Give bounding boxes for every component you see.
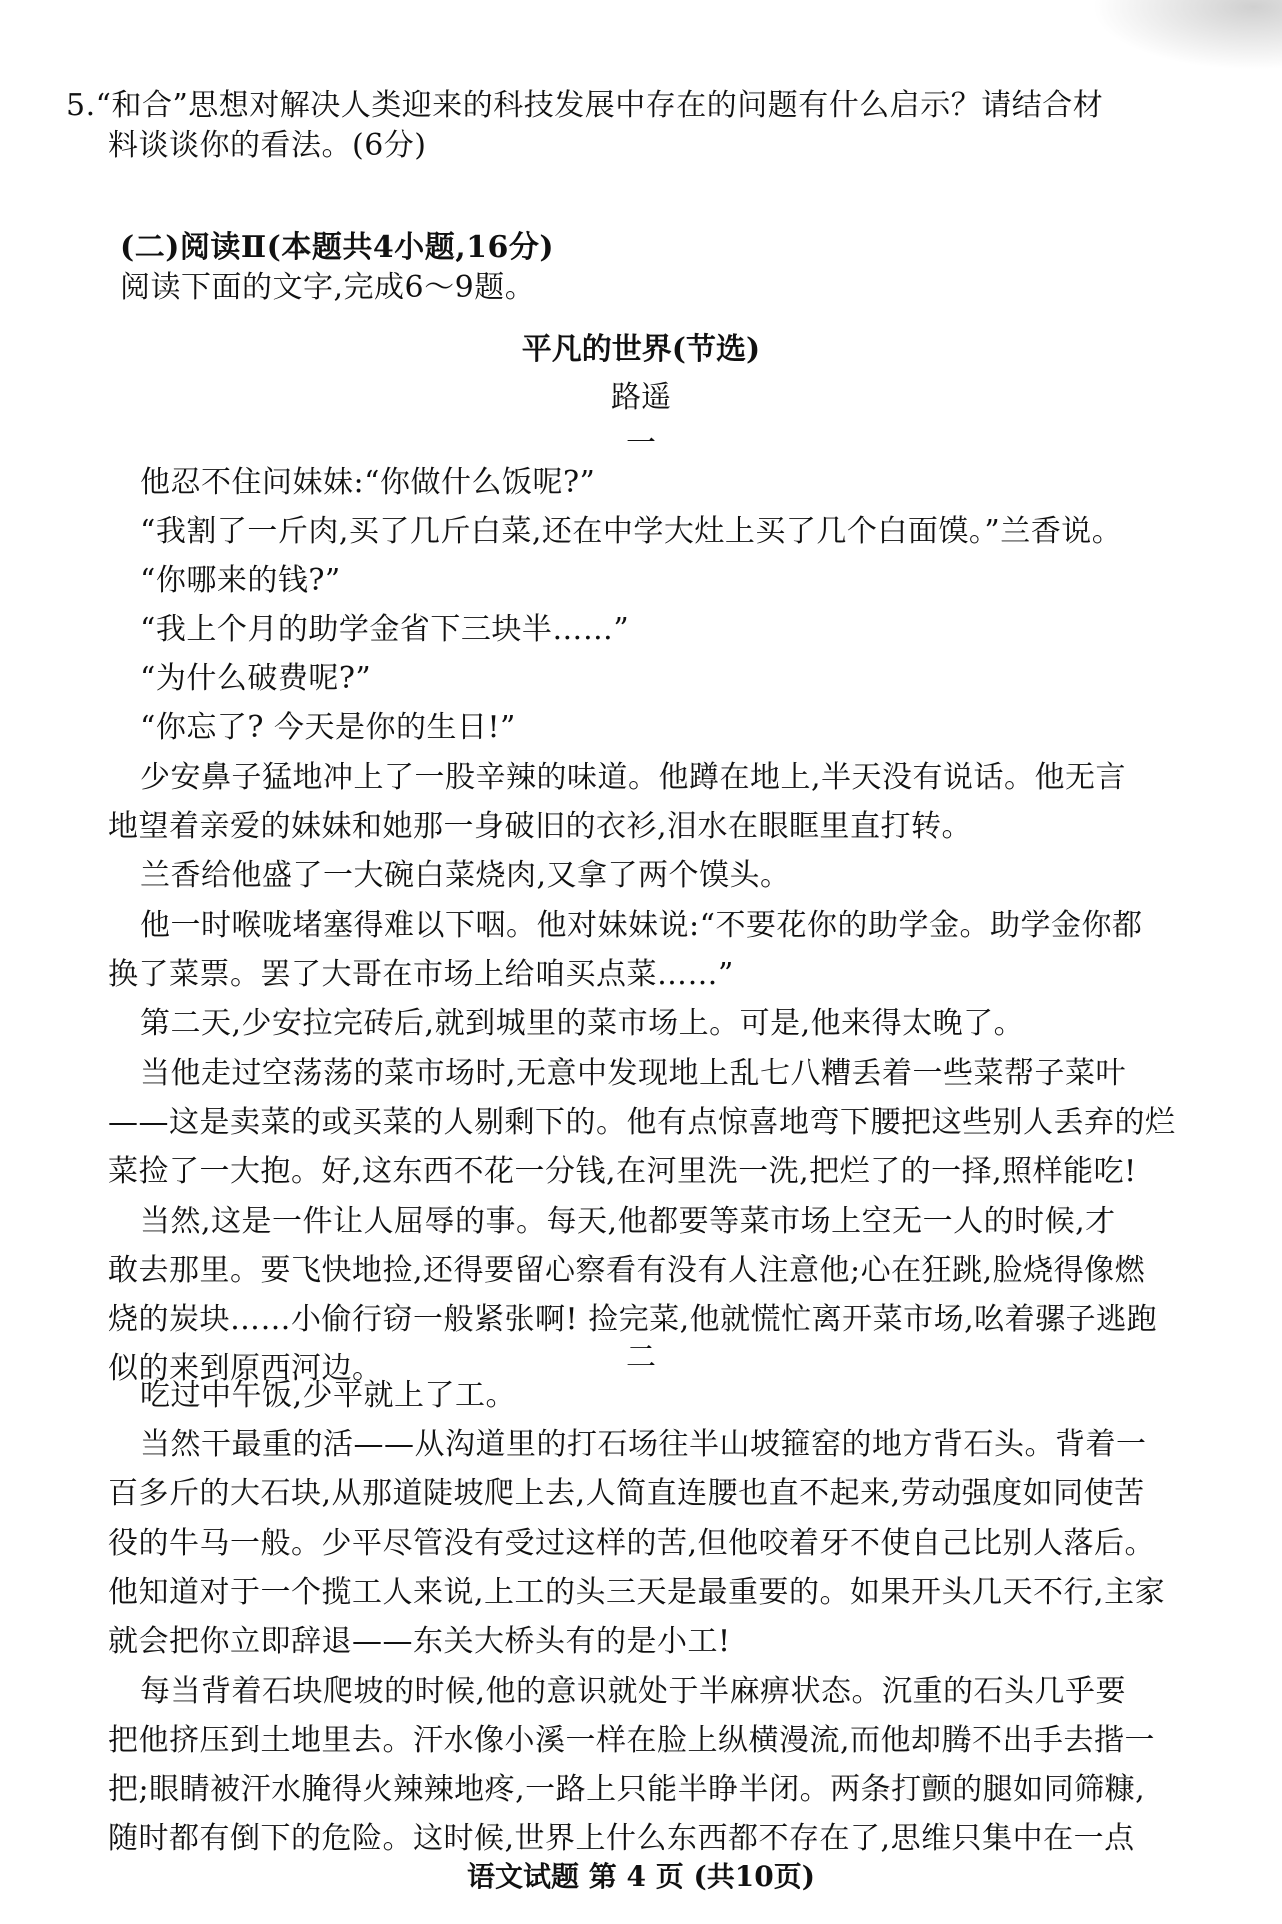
article-title: 平凡的世界(节选) <box>521 332 761 367</box>
part-1-line: 他一时喉咙堵塞得难以下咽。他对妹妹说:“不要花你的助学金。助学金你都 <box>140 908 1143 943</box>
part-1-line: 当然,这是一件让人屈辱的事。每天,他都要等菜市场上空无一人的时候,才 <box>140 1204 1116 1239</box>
part-2-line: 随时都有倒下的危险。这时候,世界上什么东西都不存在了,思维只集中在一点 <box>108 1821 1135 1856</box>
page-footer: 语文试题 第 4 页 (共10页) <box>467 1860 815 1893</box>
part-1-line: 敢去那里。要飞快地捡,还得要留心察看有没有人注意他;心在狂跳,脸烧得像燃 <box>108 1253 1146 1288</box>
part-2-line: 就会把你立即辞退——东关大桥头有的是小工! <box>108 1624 731 1659</box>
part-1-line: 当他走过空荡荡的菜市场时,无意中发现地上乱七八糟丢着一些菜帮子菜叶 <box>140 1056 1127 1091</box>
part-1-line: 少安鼻子猛地冲上了一股辛辣的味道。他蹲在地上,半天没有说话。他无言 <box>140 760 1127 795</box>
part-2-marker: 二 <box>626 1340 656 1375</box>
section-heading: (二)阅读Ⅱ(本题共4小题,16分) <box>120 230 555 265</box>
part-1-line: 菜捡了一大抱。好,这东西不花一分钱,在河里洗一洗,把烂了的一择,照样能吃! <box>108 1154 1137 1189</box>
part-1-line: “我上个月的助学金省下三块半……” <box>140 612 630 647</box>
question-5-line-2: 料谈谈你的看法。(6分) <box>108 128 427 163</box>
part-1-line: “我割了一斤肉,买了几斤白菜,还在中学大灶上买了几个白面馍。”兰香说。 <box>140 514 1123 549</box>
part-2-line: 役的牛马一般。少平尽管没有受过这样的苦,但他咬着牙不使自己比别人落后。 <box>108 1526 1156 1561</box>
question-5-line-1: 5.“和合”思想对解决人类迎来的科技发展中存在的问题有什么启示？请结合材 <box>66 88 1104 123</box>
part-2-line: 他知道对于一个揽工人来说,上工的头三天是最重要的。如果开头几天不行,主家 <box>108 1575 1166 1610</box>
section-instruction: 阅读下面的文字,完成6～9题。 <box>120 270 536 305</box>
part-1-line: 兰香给他盛了一大碗白菜烧肉,又拿了两个馍头。 <box>140 858 791 893</box>
part-1-line: ——这是卖菜的或买菜的人剔剩下的。他有点惊喜地弯下腰把这些别人丢弃的烂 <box>108 1105 1176 1140</box>
part-1-line: 烧的炭块……小偷行窃一般紧张啊! 捡完菜,他就慌忙离开菜市场,吆着骡子逃跑 <box>108 1302 1158 1337</box>
part-2-line: 吃过中午饭,少平就上了工。 <box>140 1378 517 1413</box>
part-1-line: “为什么破费呢?” <box>140 661 372 696</box>
part-1-line: “你忘了? 今天是你的生日!” <box>140 710 516 745</box>
scan-shading <box>1092 0 1282 70</box>
part-1-line: “你哪来的钱?” <box>140 563 341 598</box>
part-1-marker: 一 <box>626 426 656 461</box>
article-author: 路遥 <box>611 380 671 415</box>
part-1-line: 他忍不住问妹妹:“你做什么饭呢?” <box>140 465 596 500</box>
part-2-line: 把;眼睛被汗水腌得火辣辣地疼,一路上只能半睁半闭。两条打颤的腿如同筛糠, <box>108 1772 1146 1807</box>
part-2-line: 当然干最重的活——从沟道里的打石场往半山坡箍窑的地方背石头。背着一 <box>140 1427 1147 1462</box>
part-1-line: 换了菜票。罢了大哥在市场上给咱买点菜……” <box>108 957 734 992</box>
part-2-line: 百多斤的大石块,从那道陡坡爬上去,人简直连腰也直不起来,劳动强度如同使苦 <box>108 1476 1145 1511</box>
part-2-line: 每当背着石块爬坡的时候,他的意识就处于半麻痹状态。沉重的石头几乎要 <box>140 1674 1127 1709</box>
part-1-line: 地望着亲爱的妹妹和她那一身破旧的衣衫,泪水在眼眶里直打转。 <box>108 809 973 844</box>
part-1-line: 似的来到原西河边。 <box>108 1351 383 1386</box>
part-2-line: 把他挤压到土地里去。汗水像小溪一样在脸上纵横漫流,而他却腾不出手去揩一 <box>108 1723 1156 1758</box>
part-1-line: 第二天,少安拉完砖后,就到城里的菜市场上。可是,他来得太晚了。 <box>140 1006 1025 1041</box>
